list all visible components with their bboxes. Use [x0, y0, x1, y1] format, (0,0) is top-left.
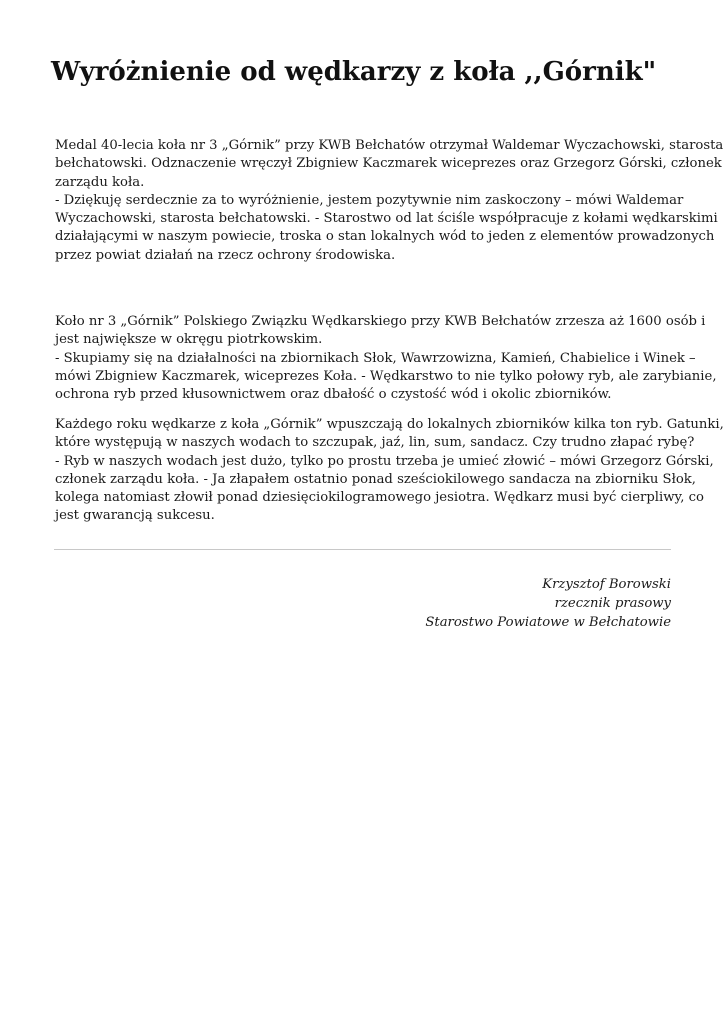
paragraph-line: kolega natomiast złowił ponad dziesięciokilogramowego jesiotra. Wędkarz musi być cierpliwy, co [55, 490, 704, 506]
signature-name: Krzysztof Borowski [542, 577, 671, 592]
paragraph-line: przez powiat działań na rzecz ochrony środowiska. [55, 247, 396, 263]
paragraph-line: - Skupiamy się na działalności na zbiornikach Słok, Wawrzowizna, Kamień, Chabielice i Winek – [55, 350, 696, 366]
paragraph-line: jest gwarancją sukcesu. [55, 508, 215, 524]
paragraph-line: jest największe w okręgu piotrkowskim. [55, 332, 323, 348]
paragraph-line: - Dziękuję serdecznie za to wyróżnienie, jestem pozytywnie nim zaskoczony – mówi Waldemar [55, 192, 684, 208]
signature-role: rzecznik prasowy [554, 596, 671, 611]
paragraph-line: - Ryb w naszych wodach jest dużo, tylko po prostu trzeba je umieć złowić – mówi Grzegorz Górski, [55, 453, 714, 469]
paragraph-fish-stocking [55, 416, 724, 526]
page-title: Wyróżnienie od wędkarzy z koła ,,Górnik" [51, 57, 657, 87]
paragraph-line: Koło nr 3 „Górnik” Polskiego Związku Wędkarskiego przy KWB Bełchatów zrzesza aż 1600 osób i [55, 314, 706, 329]
paragraph-award [55, 137, 724, 265]
paragraph-line: Medal 40-lecia koła nr 3 „Górnik” przy KWB Bełchatów otrzymał Waldemar Wyczachowski, starosta [55, 138, 724, 153]
section-divider [54, 549, 671, 550]
signature-office: Starostwo Powiatowe w Bełchatowie [425, 615, 671, 630]
paragraph-line: Wyczachowski, starosta bełchatowski. - Starostwo od lat ściśle współpracuje z kołami wędkarskimi [55, 211, 718, 227]
paragraph-line: ochrona ryb przed kłusownictwem oraz dbałość o czystość wód i okolic zbiorników. [55, 387, 612, 403]
signature-block [271, 575, 671, 632]
paragraph-line: członek zarządu koła. - Ja złapałem ostatnio ponad sześciokilowego sandacza na zbiorniku Słok, [55, 471, 696, 487]
paragraph-club-info [55, 313, 717, 404]
paragraph-line: bełchatowski. Odznaczenie wręczył Zbigniew Kaczmarek wiceprezes oraz Grzegorz Górski, członek [55, 156, 722, 172]
paragraph-line: działającymi w naszym powiecie, troska o stan lokalnych wód to jeden z elementów prowadzonych [55, 229, 715, 245]
paragraph-line: Każdego roku wędkarze z koła „Górnik” wpuszczają do lokalnych zbiorników kilka ton ryb. Gatunki, [55, 417, 724, 432]
paragraph-line: mówi Zbigniew Kaczmarek, wiceprezes Koła. - Wędkarstwo to nie tylko połowy ryb, ale zarybianie, [55, 368, 717, 384]
paragraph-line: zarządu koła. [55, 174, 145, 190]
paragraph-line: które występują w naszych wodach to szczupak, jaź, lin, sum, sandacz. Czy trudno złapać rybę? [55, 435, 695, 451]
